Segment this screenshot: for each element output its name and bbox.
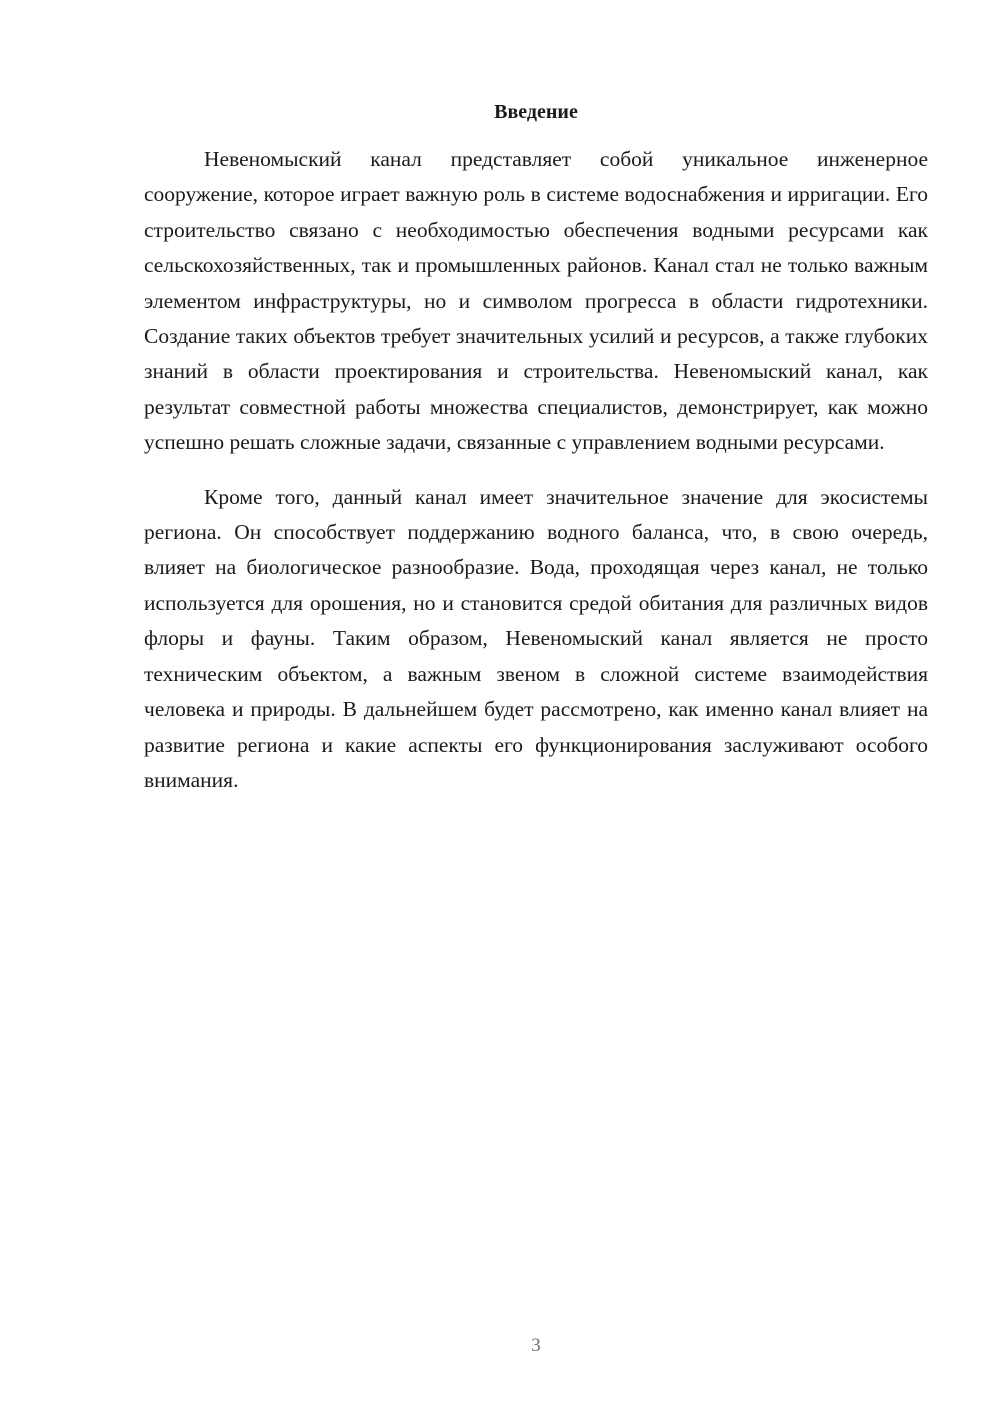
- page-number: 3: [531, 1335, 541, 1356]
- paragraph-intro: Невеномыский канал представляет собой уникальное инженерное сооружение, которое играет важную роль в системе водоснабжения и ирригации. Его строительство связано с необходимостью обеспечения водными ресурсами как сельскохозяйственных, так и промышленных районов. Канал стал не только важным элементом инфраструктуры, но и символом прогресса в области гидротехники. Создание таких объектов требует значительных усилий и ресурсов, а также глубоких знаний в области проектирования и строительства. Невеномыский канал, как результат совместной работы множества специалистов, демонстрирует, как можно успешно решать сложные задачи, связанные с управлением водными ресурсами.: [144, 147, 928, 455]
- paragraph-ecosystem: Кроме того, данный канал имеет значительное значение для экосистемы региона. Он способствует поддержанию водного баланса, что, в свою очередь, влияет на биологическое разнообразие. Вода, проходящая через канал, не только используется для орошения, но и становится средой обитания для различных видов флоры и фауны. Таким образом, Невеномыский канал является не просто техническим объектом, а важным звеном в сложной системе взаимодействия человека и природы. В дальнейшем будет рассмотрено, как именно канал влияет на развитие региона и какие аспекты его функционирования заслуживают особого внимания.: [144, 484, 928, 792]
- document-body: [144, 142, 928, 798]
- section-title: Введение: [494, 101, 578, 123]
